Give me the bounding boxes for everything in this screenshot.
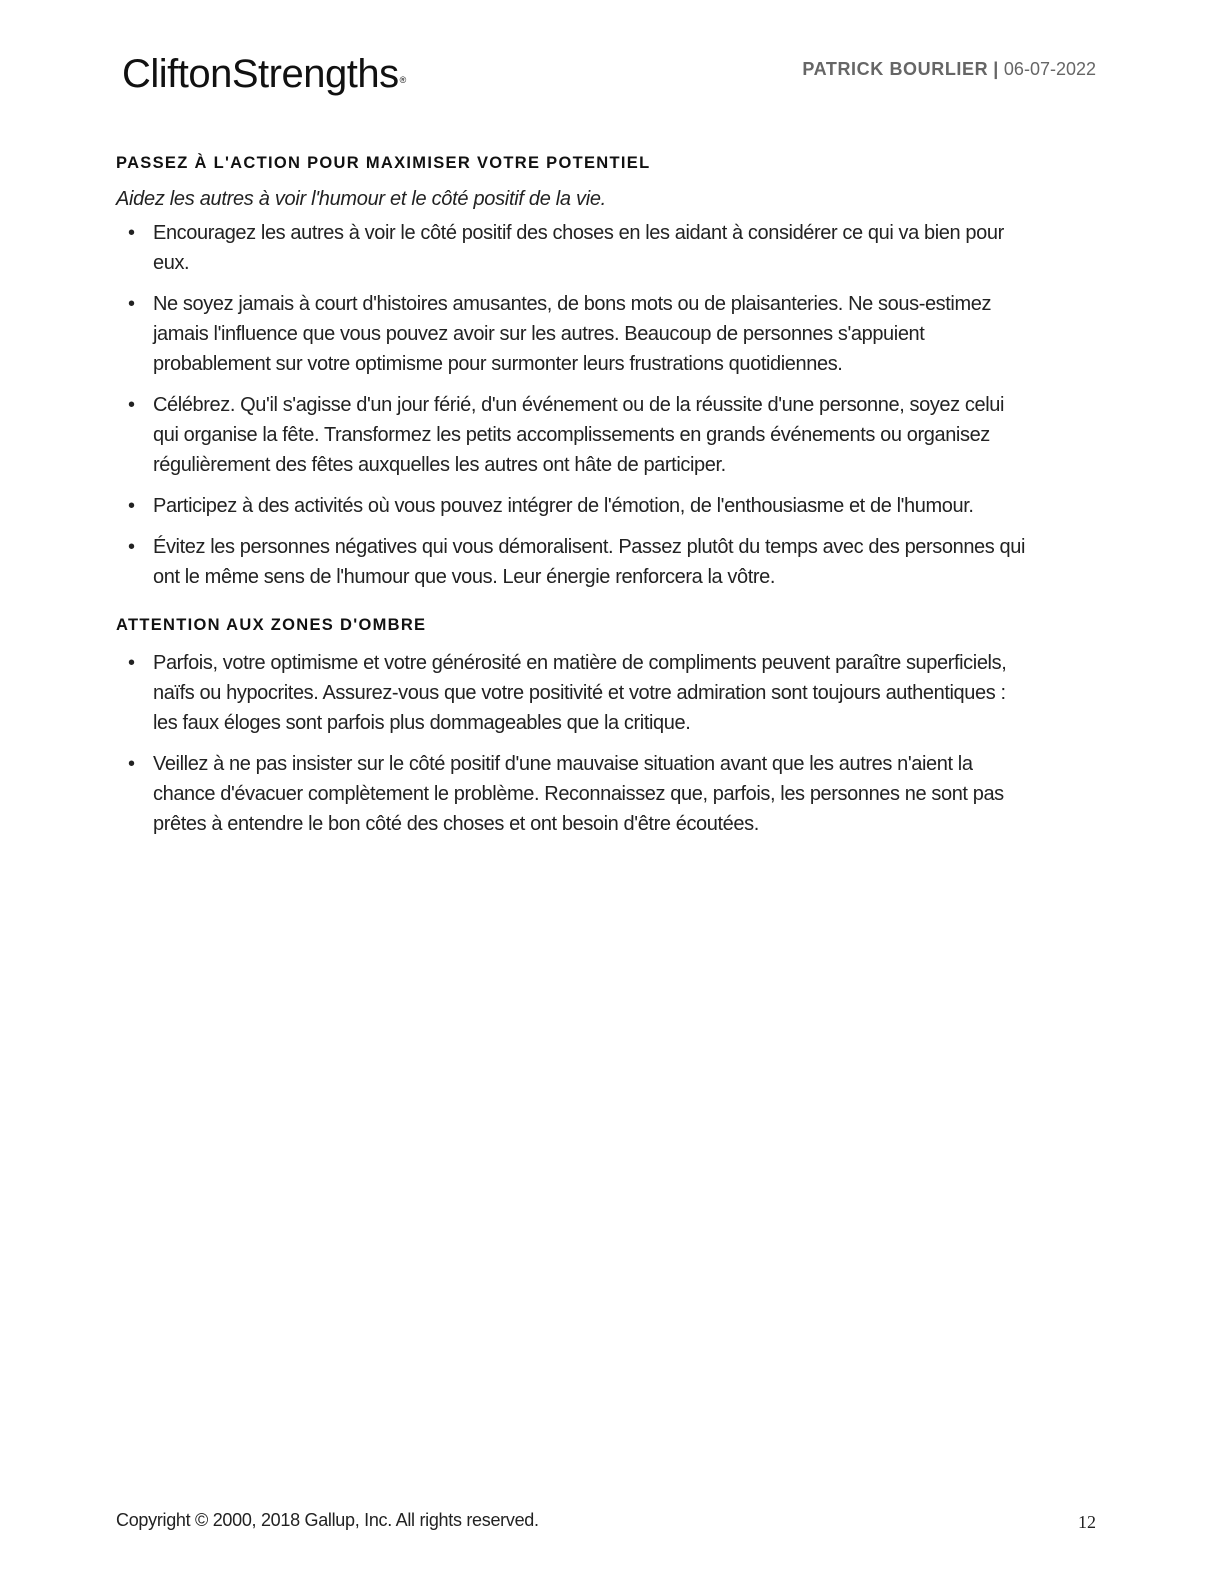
report-date: 06-07-2022: [1003, 59, 1096, 79]
logo-text: CliftonStrengths: [122, 52, 399, 96]
list-item-text: Veillez à ne pas insister sur le côté positif d'une mauvaise situation avant que les autres n'aient la chance d'évacuer complètement le problème. Reconnaissez que, parfois, les personnes ne sont pas prêtes à entendre le bon côté des choses et ont besoin d'être écoutées.: [153, 753, 1004, 835]
bullet-list: [116, 218, 1026, 592]
list-item: [116, 390, 1026, 480]
copyright-notice: Copyright © 2000, 2018 Gallup, Inc. All rights reserved.: [116, 1510, 539, 1530]
list-item: [116, 532, 1026, 592]
list-item-text: Célébrez. Qu'il s'agisse d'un jour férié, d'un événement ou de la réussite d'une personne, soyez celui qui organise la fête. Transformez les petits accomplissements en grands événements ou organisez régulièrement des fêtes auxquelles les autres ont hâte de participer.: [153, 394, 1005, 476]
page-content: [116, 150, 1026, 850]
bullet-icon: •: [128, 222, 135, 244]
list-item-text: Participez à des activités où vous pouvez intégrer de l'émotion, de l'enthousiasme et de l'humour.: [153, 495, 974, 517]
bullet-icon: •: [128, 495, 135, 517]
header-meta: [802, 58, 1096, 80]
bullet-icon: •: [128, 293, 135, 315]
bullet-icon: •: [128, 394, 135, 416]
page-number: 12: [1078, 1512, 1096, 1532]
cliftonstrengths-logo: [122, 50, 406, 98]
section-action: [116, 150, 1026, 592]
section-blind-spots: [116, 612, 1026, 839]
header-separator: |: [993, 59, 999, 79]
list-item: [116, 218, 1026, 278]
bullet-icon: •: [128, 753, 135, 775]
bullet-icon: •: [128, 536, 135, 558]
list-item: [116, 289, 1026, 379]
section-title: PASSEZ À L'ACTION POUR MAXIMISER VOTRE POTENTIEL: [116, 154, 651, 172]
bullet-icon: •: [128, 652, 135, 674]
list-item: [116, 648, 1026, 738]
list-item-text: Encouragez les autres à voir le côté positif des choses en les aidant à considérer ce qui va bien pour eux.: [153, 222, 1004, 274]
person-name: PATRICK BOURLIER: [802, 59, 989, 79]
list-item-text: Ne soyez jamais à court d'histoires amusantes, de bons mots ou de plaisanteries. Ne sous-estimez jamais l'influence que vous pouvez avoir sur les autres. Beaucoup de personnes s'appuient probablement sur votre optimisme pour surmonter leurs frustrations quotidiennes.: [153, 293, 992, 375]
list-item: [116, 491, 1026, 521]
section-subtitle: Aidez les autres à voir l'humour et le côté positif de la vie.: [116, 188, 606, 210]
list-item: [116, 749, 1026, 839]
bullet-list: [116, 648, 1026, 839]
list-item-text: Parfois, votre optimisme et votre générosité en matière de compliments peuvent paraître superficiels, naïfs ou hypocrites. Assurez-vous que votre positivité et votre admiration sont toujours authentiques : les faux éloges sont parfois plus dommageables que la critique.: [153, 652, 1007, 734]
list-item-text: Évitez les personnes négatives qui vous démoralisent. Passez plutôt du temps avec des personnes qui ont le même sens de l'humour que vous. Leur énergie renforcera la vôtre.: [153, 536, 1026, 588]
registered-mark: ®: [399, 75, 406, 85]
section-title: ATTENTION AUX ZONES D'OMBRE: [116, 616, 427, 634]
